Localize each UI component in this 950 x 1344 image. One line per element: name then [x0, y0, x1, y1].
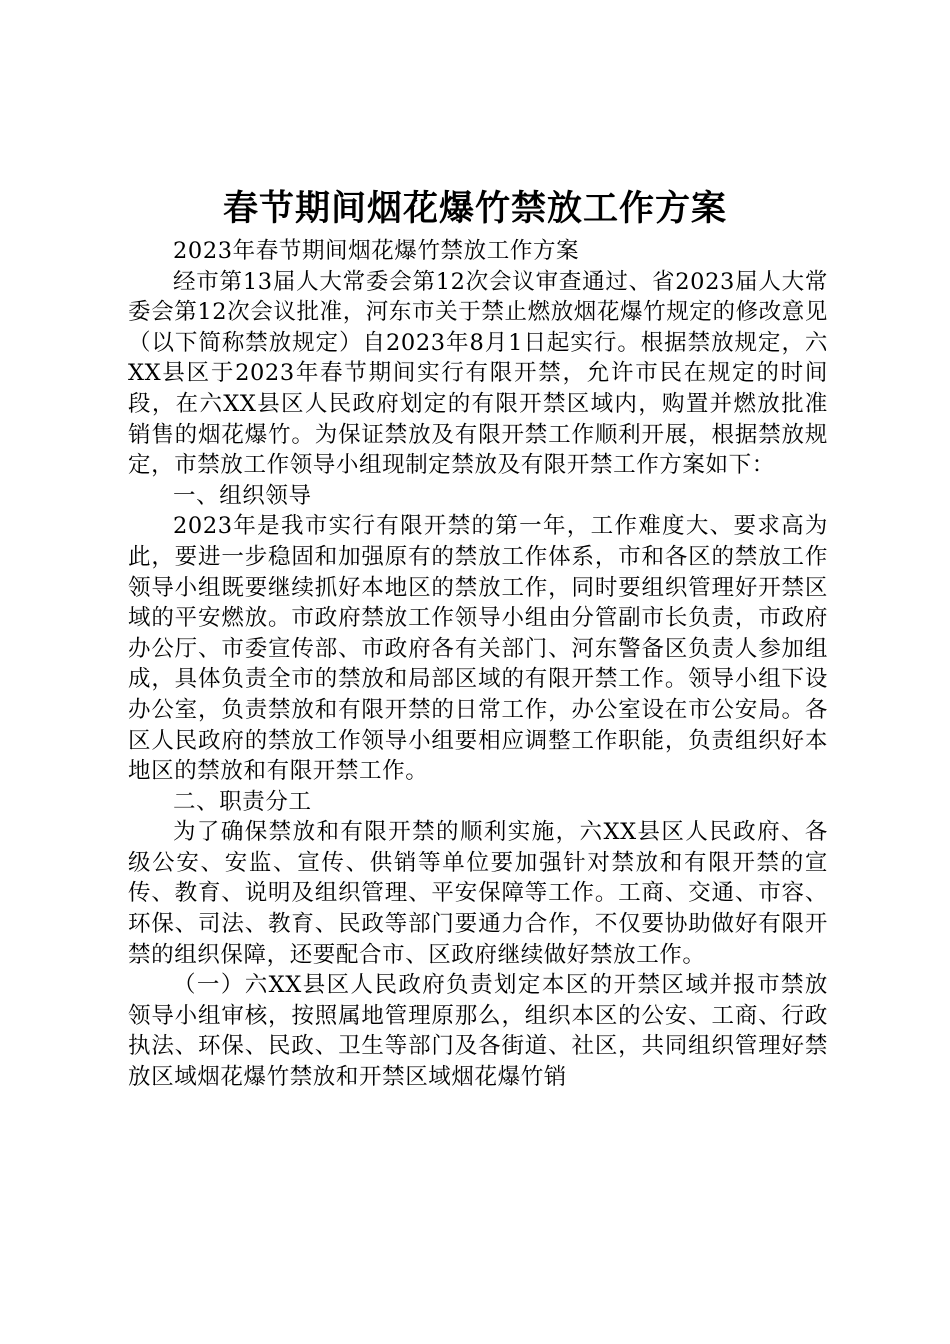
- item-1-paragraph: （一）六XX县区人民政府负责划定本区的开禁区域并报市禁放领导小组审核，按照属地管理原那么，组织本区的公安、工商、行政执法、环保、民政、卫生等部门及各街道、社区，共同组织管理好禁放区域烟花爆竹禁放和开禁区域烟花爆竹销: [128, 972, 828, 1091]
- section-heading-responsibilities: 二、职责分工: [173, 788, 312, 815]
- document-body: [128, 236, 828, 1093]
- subtitle-paragraph: 2023年春节期间烟花爆竹禁放工作方案: [173, 238, 580, 264]
- section-heading-organization: 一、组织领导: [173, 482, 312, 509]
- intro-paragraph: 经市第13届人大常委会第12次会议审查通过、省2023届人大常委会第12次会议批准，河东市关于禁止燃放烟花爆竹规定的修改意见（以下简称禁放规定）自2023年8月1日起实行。根据禁放规定，六XX县区于2023年春节期间实行有限开禁，允许市民在规定的时间段，在六XX县区人民政府划定的有限开禁区域内，购置并燃放批准销售的烟花爆竹。为保证禁放及有限开禁工作顺利开展，根据禁放规定，市禁放工作领导小组现制定禁放及有限开禁工作方案如下：: [128, 268, 828, 479]
- organization-paragraph: 2023年是我市实行有限开禁的第一年，工作难度大、要求高为此，要进一步稳固和加强原有的禁放工作体系，市和各区的禁放工作领导小组既要继续抓好本地区的禁放工作，同时要组织管理好开禁区域的平安燃放。市政府禁放工作领导小组由分管副市长负责，市政府办公厅、市委宣传部、市政府各有关部门、河东警备区负责人参加组成，具体负责全市的禁放和局部区域的有限开禁工作。领导小组下设办公室，负责禁放和有限开禁的日常工作，办公室设在市公安局。各区人民政府的禁放工作领导小组要相应调整工作职能，负责组织好本地区的禁放和有限开禁工作。: [128, 513, 828, 785]
- responsibilities-paragraph: 为了确保禁放和有限开禁的顺利实施，六XX县区人民政府、各级公安、安监、宣传、供销等单位要加强针对禁放和有限开禁的宣传、教育、说明及组织管理、平安保障等工作。工商、交通、市容、环保、司法、教育、民政等部门要通力合作，不仅要协助做好有限开禁的组织保障，还要配合市、区政府继续做好禁放工作。: [128, 819, 828, 968]
- document-title: 春节期间烟花爆竹禁放工作方案: [222, 188, 727, 229]
